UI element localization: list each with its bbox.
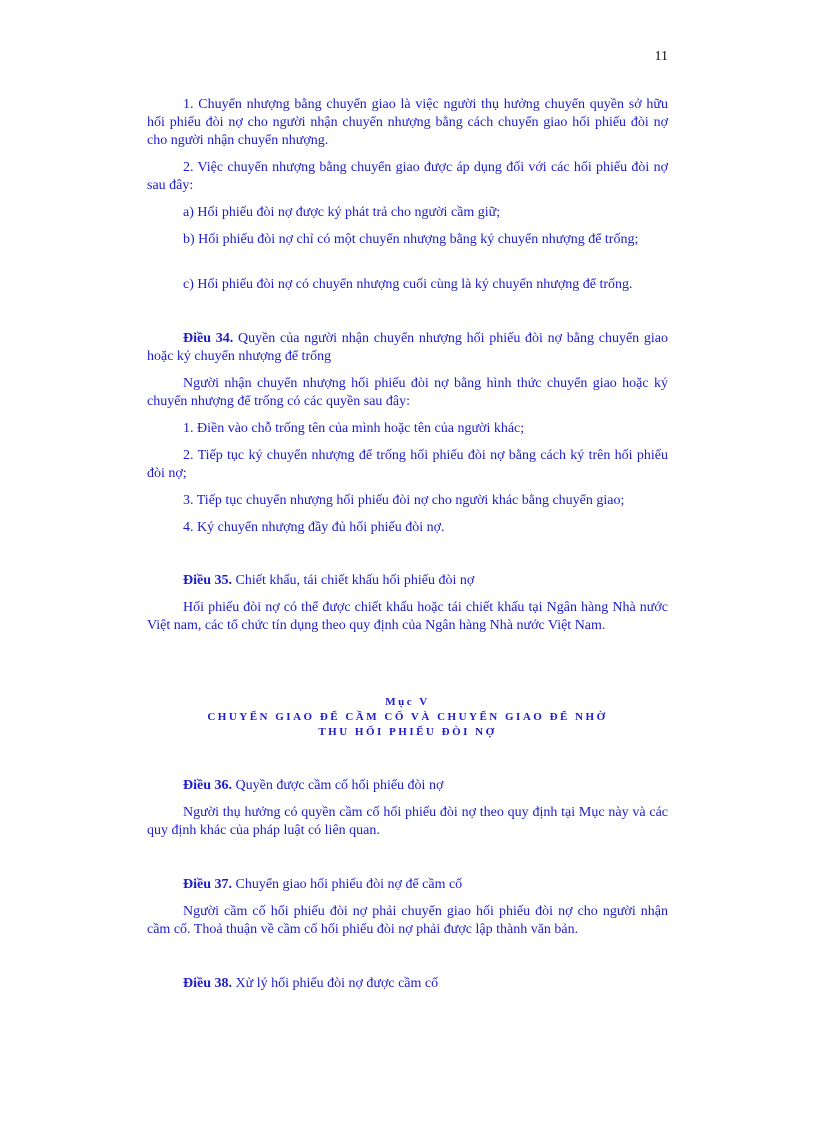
paragraph: Người cầm cố hối phiếu đòi nợ phải chuyển giao hối phiếu đòi nợ cho người nhận cầm cố. Thoả thuận về cầm cố hối phiếu đòi nợ phải được lập thành văn bản.	[147, 904, 668, 937]
article-34	[147, 330, 668, 366]
page-number: 11	[654, 49, 668, 64]
paragraph: 3. Tiếp tục chuyển nhượng hối phiếu đòi nợ cho người khác bằng chuyển giao;	[183, 493, 625, 508]
article-title: Chiết khấu, tái chiết khấu hối phiếu đòi nợ	[235, 573, 475, 588]
paragraph: Hối phiếu đòi nợ có thể được chiết khấu hoặc tái chiết khấu tại Ngân hàng Nhà nước Việt nam, các tổ chức tín dụng theo quy định của Ngân hàng Nhà nước Việt Nam.	[147, 600, 668, 633]
section-title-line2: THU HỐI PHIẾU ĐÒI NỢ	[318, 726, 497, 738]
paragraph: Người nhận chuyển nhượng hối phiếu đòi nợ bằng hình thức chuyển giao hoặc ký chuyển nhượng để trống có các quyền sau đây:	[147, 376, 668, 409]
article-label: Điều 34.	[183, 331, 234, 346]
article-title: Xử lý hối phiếu đòi nợ được cầm cố	[235, 976, 439, 991]
paragraph: b) Hối phiếu đòi nợ chỉ có một chuyển nhượng bằng ký chuyển nhượng để trống;	[183, 232, 639, 247]
paragraph: 4. Ký chuyển nhượng đầy đủ hối phiếu đòi nợ.	[183, 520, 445, 535]
paragraph: c) Hối phiếu đòi nợ có chuyển nhượng cuối cùng là ký chuyển nhượng để trống.	[183, 277, 633, 292]
paragraph: 2. Việc chuyển nhượng bằng chuyển giao được áp dụng đối với các hối phiếu đòi nợ sau đây:	[147, 160, 668, 193]
section-label: Mục V	[385, 696, 430, 708]
section-title-line1: CHUYỂN GIAO ĐỂ CẦM CỐ VÀ CHUYỂN GIAO ĐỂ NHỜ	[207, 711, 608, 723]
article-38	[147, 975, 668, 993]
article-35	[147, 572, 668, 590]
article-label: Điều 36.	[183, 778, 232, 793]
article-title: Quyền được cầm cố hối phiếu đòi nợ	[235, 778, 444, 793]
paragraph: Người thụ hưởng có quyền cầm cố hối phiếu đòi nợ theo quy định tại Mục này và các quy định khác của pháp luật có liên quan.	[147, 805, 668, 838]
article-title: Quyền của người nhận chuyển nhượng hối phiếu đòi nợ bằng chuyển giao hoặc ký chuyển nhượng để trống	[147, 331, 669, 364]
paragraph: 1. Chuyển nhượng bằng chuyển giao là việc người thụ hưởng chuyển quyền sở hữu hối phiếu đòi nợ cho người nhận chuyển nhượng bằng cách chuyển giao hối phiếu đòi nợ cho người nhận chuyển nhượng.	[147, 97, 668, 148]
article-title: Chuyển giao hối phiếu đòi nợ để cầm cố	[235, 877, 463, 892]
article-label: Điều 37.	[183, 877, 232, 892]
paragraph: 2. Tiếp tục ký chuyển nhượng để trống hối phiếu đòi nợ bằng cách ký trên hối phiếu đòi nợ;	[147, 448, 668, 481]
paragraph: a) Hối phiếu đòi nợ được ký phát trả cho người cầm giữ;	[183, 205, 501, 220]
article-37	[147, 876, 668, 894]
article-label: Điều 38.	[183, 976, 232, 991]
paragraph: 1. Điền vào chỗ trống tên của mình hoặc tên của người khác;	[183, 421, 525, 436]
article-label: Điều 35.	[183, 573, 232, 588]
article-36	[147, 777, 668, 795]
